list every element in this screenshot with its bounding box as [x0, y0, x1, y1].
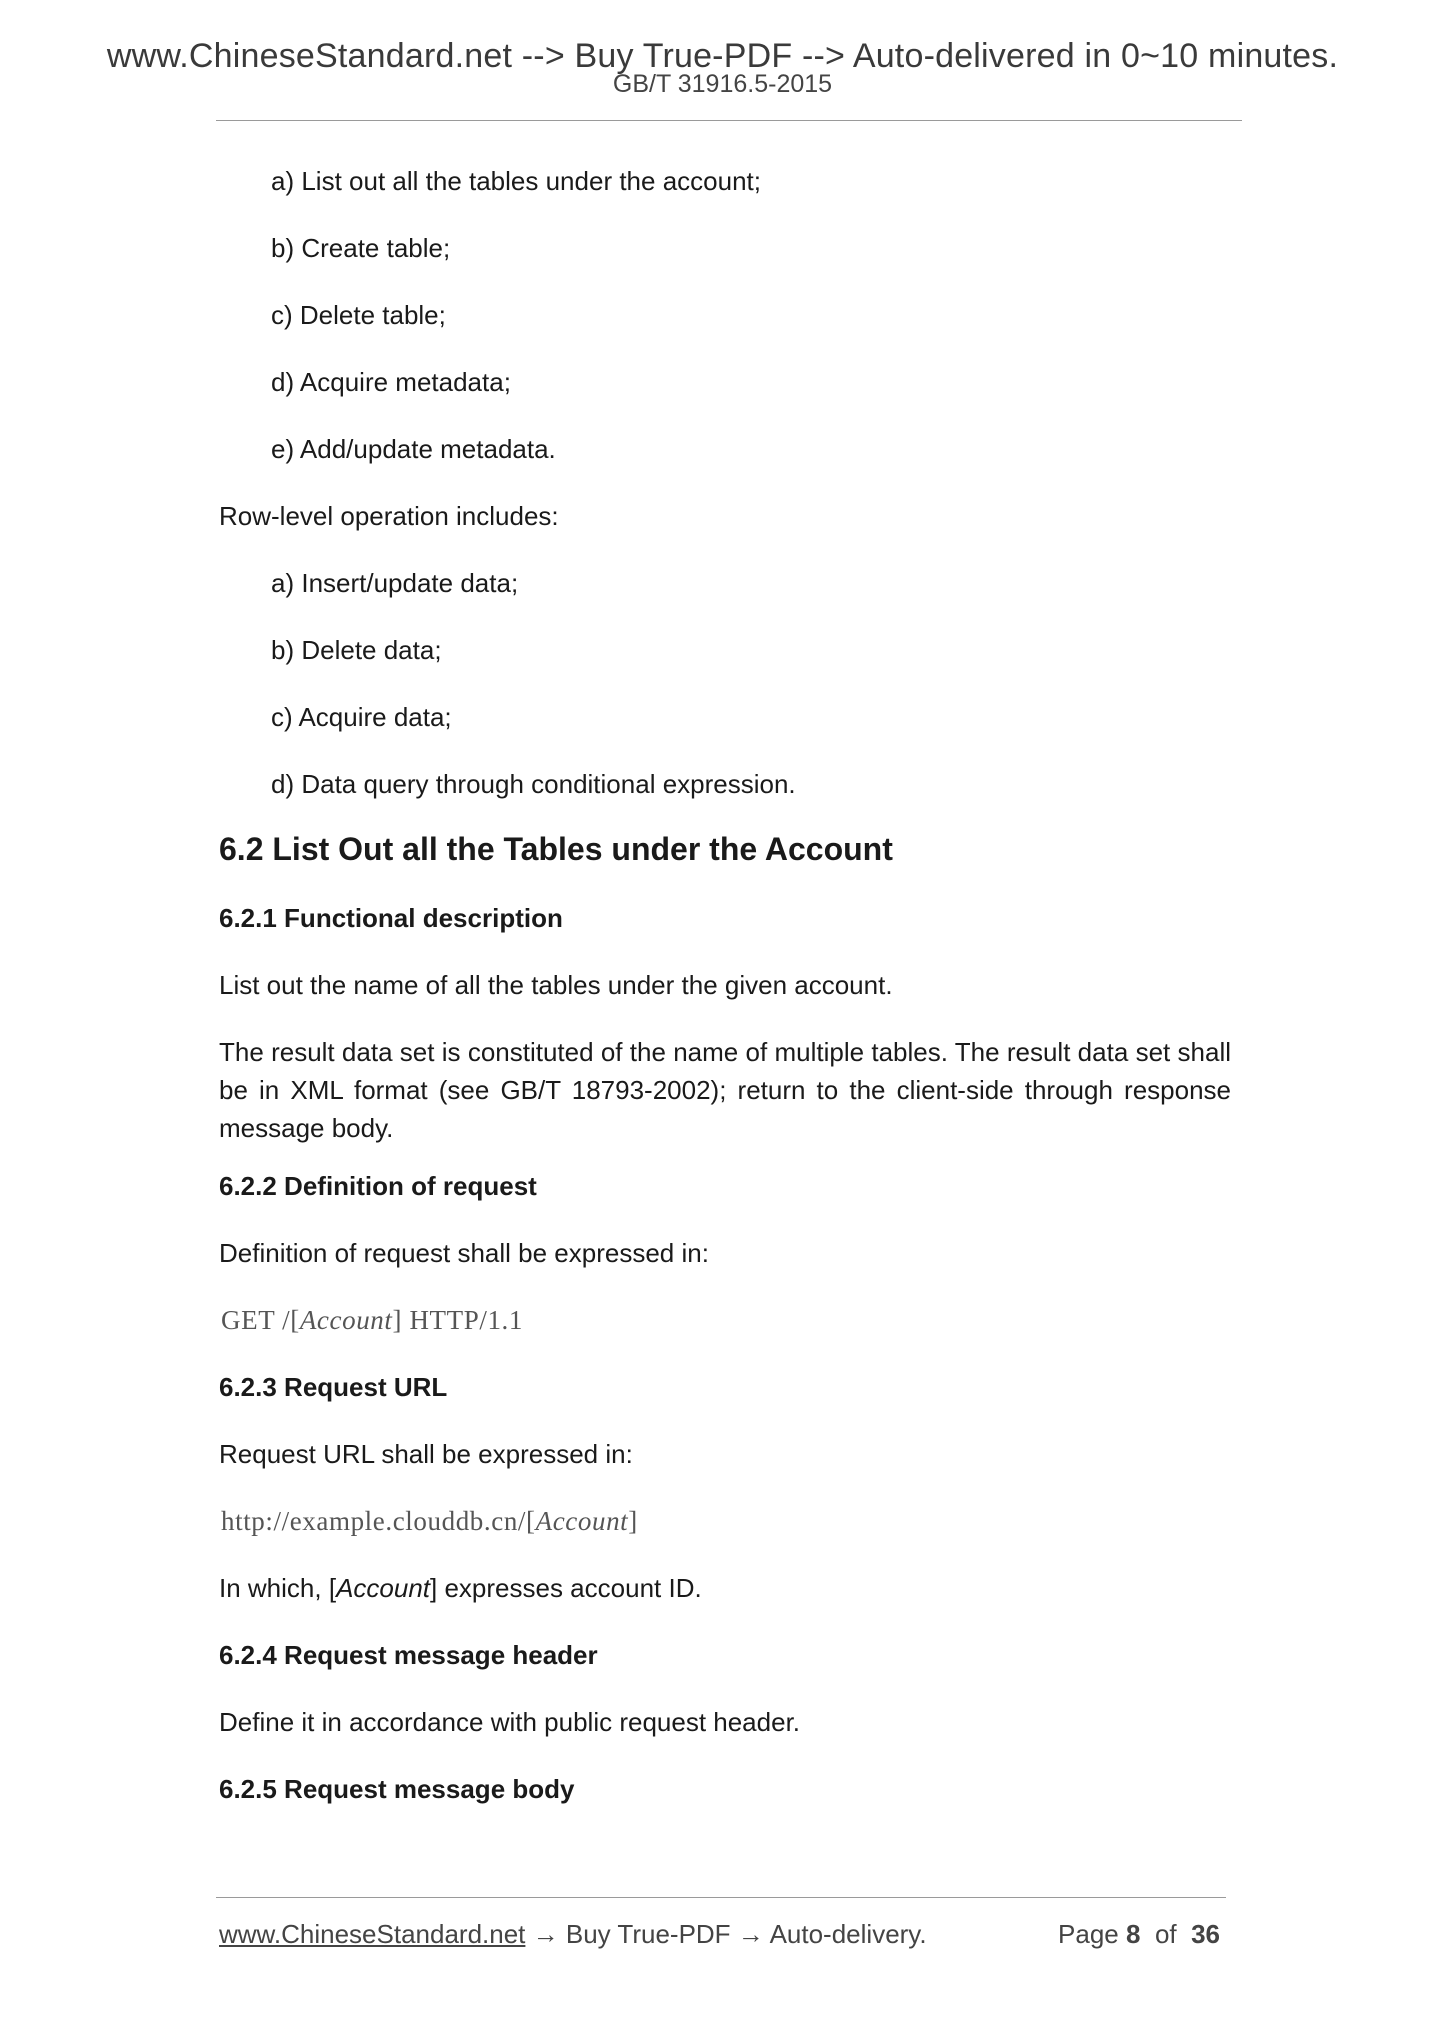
- paragraph: [219, 1569, 702, 1607]
- page-indicator: [1058, 1916, 1220, 1952]
- site-link[interactable]: www.ChineseStandard.net: [219, 1919, 526, 1949]
- section-heading: 6.2 List Out all the Tables under the Account: [219, 831, 893, 867]
- request-definition-code: [221, 1301, 523, 1339]
- header-divider: [216, 120, 1242, 121]
- page-footer: [219, 1916, 1229, 1952]
- note-text: In which, [: [219, 1573, 337, 1603]
- list-item: a) Insert/update data;: [271, 568, 519, 598]
- paragraph: Define it in accordance with public request header.: [219, 1707, 801, 1737]
- subsection-heading: 6.2.2 Definition of request: [219, 1171, 537, 1201]
- request-url-code: [221, 1502, 638, 1540]
- code-text: ] HTTP/1.1: [392, 1305, 524, 1335]
- code-text: http://example.clouddb.cn/[: [221, 1506, 536, 1536]
- footer-tagline: → Buy True-PDF → Auto-delivery.: [525, 1919, 927, 1949]
- note-variable: Account: [336, 1573, 431, 1603]
- subsection-heading: 6.2.3 Request URL: [219, 1372, 448, 1402]
- paragraph: Request URL shall be expressed in:: [219, 1439, 633, 1469]
- code-variable: Account: [299, 1305, 393, 1335]
- list-item: c) Delete table;: [271, 300, 446, 330]
- code-text: GET /[: [221, 1305, 300, 1335]
- subsection-heading: 6.2.1 Functional description: [219, 903, 563, 933]
- list-item: d) Acquire metadata;: [271, 367, 511, 397]
- footer-divider: [216, 1897, 1226, 1898]
- list-item: d) Data query through conditional expression.: [271, 769, 796, 799]
- list-item: e) Add/update metadata.: [271, 434, 556, 464]
- row-ops-intro: Row-level operation includes:: [219, 501, 559, 531]
- list-item: c) Acquire data;: [271, 702, 452, 732]
- standard-code: GB/T 31916.5-2015: [612, 70, 833, 98]
- note-text: ] expresses account ID.: [430, 1573, 702, 1603]
- code-variable: Account: [535, 1506, 629, 1536]
- paragraph: Definition of request shall be expressed in:: [219, 1238, 709, 1268]
- subsection-heading: 6.2.4 Request message header: [219, 1640, 598, 1670]
- page-total: 36: [1191, 1919, 1220, 1949]
- code-text: ]: [628, 1506, 638, 1536]
- list-item: b) Create table;: [271, 233, 451, 263]
- page-number: 8: [1126, 1919, 1141, 1949]
- list-item: b) Delete data;: [271, 635, 442, 665]
- paragraph: The result data set is constituted of the name of multiple tables. The result data set shall be in XML format (see GB/T 18793-2002); return to the client-side through response message body.: [219, 1037, 1231, 1143]
- subsection-heading: 6.2.5 Request message body: [219, 1774, 575, 1804]
- list-item: a) List out all the tables under the account;: [271, 166, 761, 196]
- of-label: of: [1154, 1919, 1177, 1949]
- page-label: Page: [1058, 1919, 1119, 1949]
- site-banner: www.ChineseStandard.net --> Buy True-PDF --> Auto-delivered in 0~10 minutes.: [106, 37, 1339, 75]
- paragraph: List out the name of all the tables under the given account.: [219, 970, 893, 1000]
